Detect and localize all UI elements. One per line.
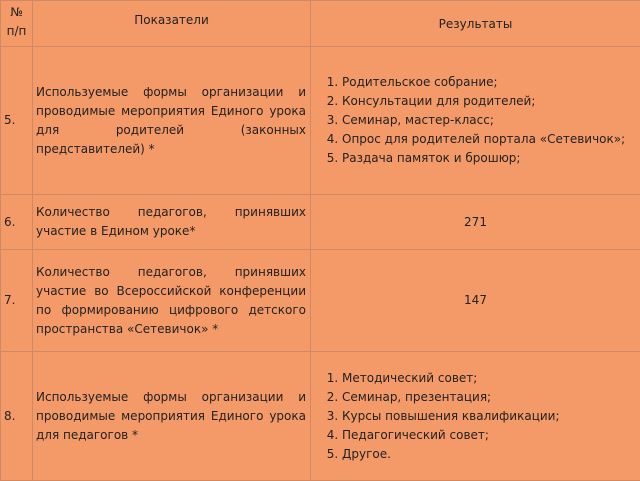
list-item: 4. Педагогический совет; (342, 426, 637, 445)
row-indicator: Используемые формы организации и проводимые мероприятия Единого урока для педагогов * (33, 352, 311, 481)
list-item: 1. Родительское собрание; (342, 73, 637, 92)
row-indicator: Количество педагогов, принявших участие в Едином уроке* (33, 195, 311, 250)
table-row (1, 47, 640, 195)
row-result: 271 (311, 195, 640, 250)
result-list (314, 369, 637, 464)
row-result: 147 (311, 250, 640, 352)
list-item: 5. Раздача памяток и брошюр; (342, 149, 637, 168)
row-indicator: Количество педагогов, принявших участие во Всероссийской конференции по формированию цифрового детского пространства «Сетевичок» * (33, 250, 311, 352)
row-number: 6. (1, 195, 33, 250)
row-result (311, 47, 640, 195)
list-item: 3. Семинар, мастер-класс; (342, 111, 637, 130)
row-number: 8. (1, 352, 33, 481)
row-number: 5. (1, 47, 33, 195)
header-indicator: Показатели (33, 1, 311, 47)
list-item: 2. Семинар, презентация; (342, 388, 637, 407)
table-row (1, 195, 640, 250)
list-item: 3. Курсы повышения квалификации; (342, 407, 637, 426)
header-row (1, 1, 640, 47)
result-list (314, 73, 637, 168)
table-row (1, 250, 640, 352)
header-num: № п/п (1, 1, 33, 47)
list-item: 2. Консультации для родителей; (342, 92, 637, 111)
row-number: 7. (1, 250, 33, 352)
header-result: Результаты (311, 1, 640, 47)
list-item: 5. Другое. (342, 445, 637, 464)
row-result (311, 352, 640, 481)
list-item: 1. Методический совет; (342, 369, 637, 388)
row-indicator: Используемые формы организации и проводимые мероприятия Единого урока для родителей (законных представителей) * (33, 47, 311, 195)
list-item: 4. Опрос для родителей портала «Сетевичок»; (342, 130, 637, 149)
table-row (1, 352, 640, 481)
